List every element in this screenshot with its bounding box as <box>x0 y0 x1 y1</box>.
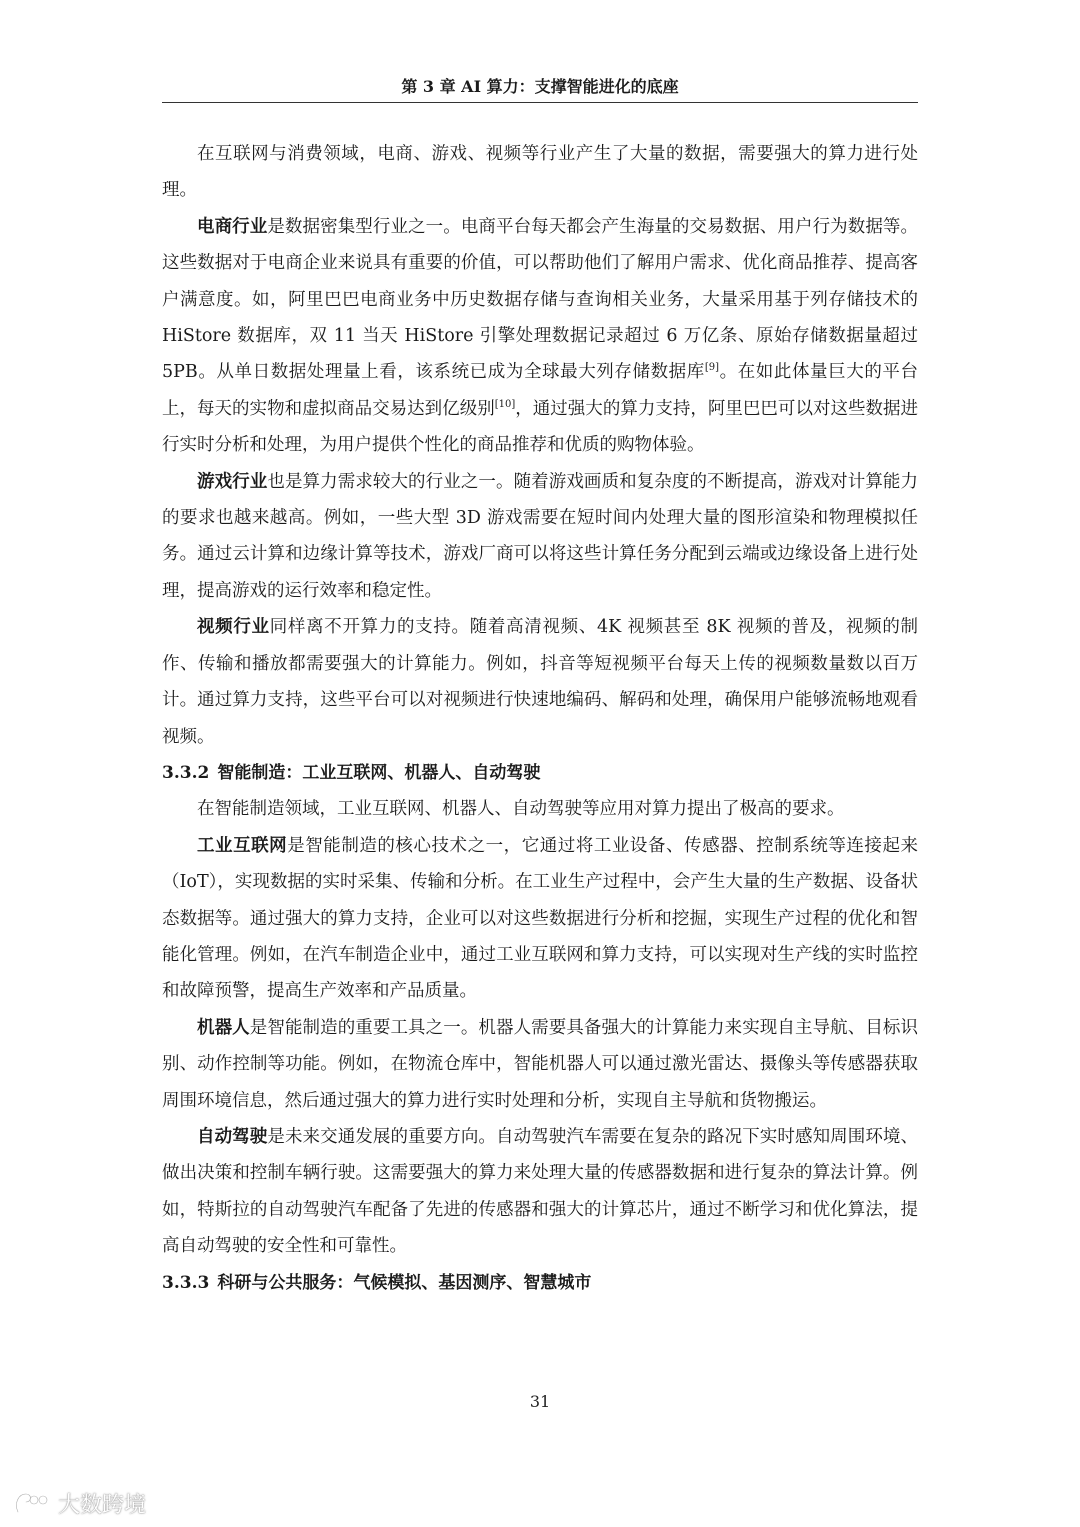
paragraph-robots <box>162 1010 918 1119</box>
term-industrial-internet: 工业互联网 <box>197 835 288 856</box>
ecommerce-text-b: 。在如此体量巨大的平台上，每天的实物和虚拟商品交易达到亿级别 <box>162 362 918 419</box>
gaming-text: 也是算力需求较大的行业之一。随着游戏画质和复杂度的不断提高，游戏对计算能力的要求也越来越高。例如，一些大型 3D 游戏需要在短时间内处理大量的图形渲染和物理模拟任务。通过云计算和边缘计算等技术，游戏厂商可以将这些计算任务分配到云端或边缘设备上进行处理，提高游戏的运行效率和稳定性。 <box>162 471 919 601</box>
section-heading-3-3-2 <box>162 755 918 791</box>
section-number: 3.3.3 <box>162 1272 210 1293</box>
term-video: 视频行业 <box>197 617 270 638</box>
paragraph-ecommerce <box>162 209 918 464</box>
term-robots: 机器人 <box>197 1017 250 1038</box>
autonomous-driving-text: 是未来交通发展的重要方向。自动驾驶汽车需要在复杂的路况下实时感知周围环境、做出决策和控制车辆行驶。这需要强大的算力来处理大量的传感器数据和进行复杂的算法计算。例如，特斯拉的自动驾驶汽车配备了先进的传感器和强大的计算芯片，通过不断学习和优化算法，提高自动驾驶的安全性和可靠性。 <box>162 1126 919 1257</box>
chapter-header: 第 3 章 AI 算力：支撑智能进化的底座 <box>401 77 679 96</box>
watermark <box>12 1486 146 1520</box>
paragraph-gaming <box>162 464 918 610</box>
paragraph-video <box>162 609 918 755</box>
header-divider <box>162 102 918 103</box>
robots-text: 是智能制造的重要工具之一。机器人需要具备强大的计算能力来实现自主导航、目标识别、动作控制等功能。例如，在物流仓库中，智能机器人可以通过激光雷达、摄像头等传感器获取周围环境信息，然后通过强大的算力进行实时处理和分析，实现自主导航和货物搬运。 <box>162 1017 919 1111</box>
term-ecommerce: 电商行业 <box>197 216 268 237</box>
section-number: 3.3.2 <box>162 762 210 783</box>
citation-9[interactable]: [9] <box>704 362 720 374</box>
paragraph-industrial-internet <box>162 828 918 1010</box>
ecommerce-text-c: ，通过强大的算力支持，阿里巴巴可以对这些数据进行实时分析和处理，为用户提供个性化的商品推荐和优质的购物体验。 <box>162 398 919 456</box>
paragraph-intro: 在互联网与消费领域，电商、游戏、视频等行业产生了大量的数据，需要强大的算力进行处理。 <box>162 144 918 201</box>
logo-swirl-icon <box>12 1488 52 1518</box>
paragraph-manufacturing-intro: 在智能制造领域，工业互联网、机器人、自动驾驶等应用对算力提出了极高的要求。 <box>197 799 845 820</box>
watermark-text: 大数跨境 <box>58 1492 147 1518</box>
term-autonomous-driving: 自动驾驶 <box>197 1126 268 1147</box>
paragraph-autonomous-driving <box>162 1119 918 1265</box>
section-title: 科研与公共服务：气候模拟、基因测序、智慧城市 <box>217 1272 592 1293</box>
section-title: 智能制造：工业互联网、机器人、自动驾驶 <box>217 762 541 783</box>
term-gaming: 游戏行业 <box>197 471 268 492</box>
industrial-internet-text: 是智能制造的核心技术之一，它通过将工业设备、传感器、控制系统等连接起来（IoT），实现数据的实时采集、传输和分析。在工业生产过程中，会产生大量的生产数据、设备状态数据等。通过强大的算力支持，企业可以对这些数据进行分析和挖掘，实现生产过程的优化和智能化管理。例如，在汽车制造企业中，通过工业互联网和算力支持，可以实现对生产线的实时监控和故障预警，提高生产效率和产品质量。 <box>162 835 919 1002</box>
citation-10[interactable]: [10] <box>494 399 516 411</box>
section-heading-3-3-3 <box>162 1265 918 1301</box>
ecommerce-text-a: 是数据密集型行业之一。电商平台每天都会产生海量的交易数据、用户行为数据等。这些数据对于电商企业来说具有重要的价值，可以帮助他们了解用户需求、优化商品推荐、提高客户满意度。如，阿里巴巴电商业务中历史数据存储与查询相关业务，大量采用基于列存储技术的 HiStore 数据库，双 11 当天 HiStore 引擎处理数据记录超过 6 万亿条、原始存储数据量超过 5PB。从单日数据处理量上看，该系统已成为全球最大列存储数据库 <box>162 216 919 383</box>
video-text: 同样离不开算力的支持。随着高清视频、4K 视频甚至 8K 视频的普及，视频的制作、传输和播放都需要强大的计算能力。例如，抖音等短视频平台每天上传的视频数量数以百万计。通过算力支持，这些平台可以对视频进行快速地编码、解码和处理，确保用户能够流畅地观看视频。 <box>162 617 919 747</box>
page-body <box>162 136 918 1301</box>
page-number: 31 <box>529 1392 551 1411</box>
